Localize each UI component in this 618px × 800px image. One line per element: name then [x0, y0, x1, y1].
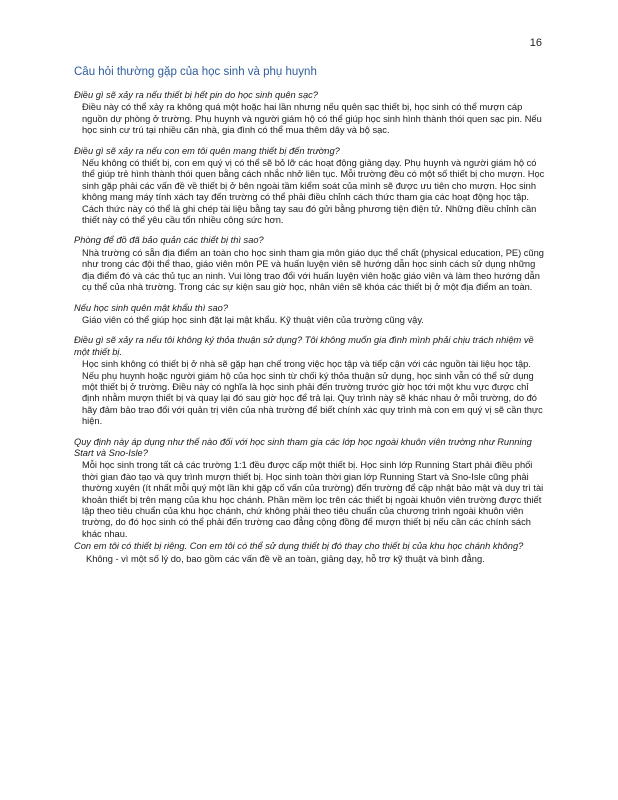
faq-question: Quy định này áp dụng như thế nào đối với học sinh tham gia các lớp học ngoài khuôn viên trường như Running Start và Sno-Isle?	[74, 436, 532, 458]
faq-item	[74, 303, 546, 327]
page-number: 16	[529, 37, 542, 49]
faq-item	[74, 437, 546, 541]
faq-answer: Mỗi học sinh trong tất cả các trường 1:1 đều được cấp một thiết bị. Học sinh lớp Running Start phải điều phối thời gian đào tạo và quy trình mượn thiết bị. Học sinh toàn thời gian lớp Running Start và Sno-Isle cũng phải thường xuyên (ít nhất mỗi quý một lần khi gặp cố vấn của trường) đến trường để cập nhật bảo mật và duy trì tài khoản thiết bị trên mạng của khu học chánh. Phần mềm lọc trên các thiết bị ngoài khuôn viên trường được thiết lập theo tiêu chuẩn của khu học chánh, chứ không phải theo tiêu chuẩn của chương trình ngoài khuôn viên trường, do đó học sinh có thể phải đến trường cao đẳng cộng đồng để mượn thiết bị nếu cần các chính sách khác nhau.	[82, 460, 544, 539]
faq-answer: Giáo viên có thể giúp học sinh đặt lại mật khẩu. Kỹ thuật viên của trường cũng vậy.	[82, 314, 424, 325]
page-content	[74, 66, 546, 574]
faq-answer: Không - vì một số lý do, bao gồm các vấn đề về an toàn, giảng dạy, hỗ trợ kỹ thuật và bình đẳng.	[86, 553, 485, 564]
faq-answer: Điều này có thể xảy ra không quá một hoặc hai lần nhưng nếu quên sạc thiết bị, học sinh có thể mượn cáp nguồn dự phòng ở trường. Phụ huynh và người giám hộ có thể giúp học sinh hình thành thói quen sạc pin. Nếu học sinh cư trú tại nhiều căn nhà, gia đình có thể mua thêm dây và bộ sạc.	[82, 102, 542, 136]
faq-question: Nếu học sinh quên mật khẩu thì sao?	[74, 302, 229, 313]
faq-item	[74, 235, 546, 293]
faq-question: Con em tôi có thiết bị riêng. Con em tôi có thể sử dụng thiết bị đó thay cho thiết bị của khu học chánh không?	[74, 541, 524, 552]
faq-item	[74, 146, 546, 227]
faq-item	[74, 541, 546, 565]
faq-question: Điều gì sẽ xảy ra nếu con em tôi quên mang thiết bị đến trường?	[74, 145, 340, 156]
faq-answer: Nếu không có thiết bị, con em quý vị có thể sẽ bỏ lỡ các hoạt động giảng dạy. Phụ huynh và người giám hộ có thể giúp trẻ hình thành thói quen bằng cách nhắc nhở liên tục. Mỗi trường đều có một số thiết bị cho mượn. Học sinh gặp phải các vấn đề về thiết bị ở bên ngoài tầm kiểm soát của mình sẽ được ưu tiên cho mượn. Học sinh không mang máy tính xách tay đến trường có thể phải điều chỉnh cách thức tham gia các hoạt động học tập. Cách thức này có thể là ghi chép tài liệu bằng tay sau đó gửi bằng phương tiện điện tử. Những điều chỉnh cần thiết này có thể yêu cầu tốn nhiều công sức hơn.	[82, 158, 545, 226]
faq-answer: Nhà trường có sẵn địa điểm an toàn cho học sinh tham gia môn giáo dục thể chất (physical education, PE) cũng như trong các đội thể thao, giáo viên môn PE và huấn luyện viên sẽ hướng dẫn học sinh cách sử dụng những địa điểm đó và các thủ tục an ninh. Vui lòng trao đổi với huấn luyện viên hoặc giáo viên và làm theo hướng dẫn cụ thể của nhà trường. Trong các sự kiện sau giờ học, nhân viên sẽ khóa các thiết bị ở một địa điểm an toàn.	[82, 247, 544, 293]
faq-answer: Học sinh không có thiết bị ở nhà sẽ gặp hạn chế trong việc học tập và tiếp cận với các nguồn tài liệu học tập. Nếu phụ huynh hoặc người giám hộ của học sinh từ chối ký thỏa thuận sử dụng, học sinh vẫn có thể sử dụng một thiết bị ở trường. Điều này có nghĩa là học sinh phải đến trường trước giờ học tới một khu vực được chỉ định nhằm mượn thiết bị và quay lại đó sau giờ học để trả lại. Quy trình này sẽ khác nhau ở mỗi trường, do đó hãy đảm bảo trao đổi với quản trị viên của nhà trường để biết chính xác quy trình mà con em quý vị sẽ cần thực hiện.	[82, 359, 543, 427]
faq-question: Điều gì sẽ xảy ra nếu tôi không ký thỏa thuận sử dụng? Tôi không muốn gia đình mình phải chịu trách nhiệm về một thiết bị.	[74, 335, 534, 357]
faq-item	[74, 90, 546, 137]
section-title: Câu hỏi thường gặp của học sinh và phụ huynh	[74, 66, 317, 78]
faq-item	[74, 335, 546, 427]
faq-question: Điều gì sẽ xảy ra nếu thiết bị hết pin do học sinh quên sạc?	[74, 90, 318, 100]
faq-question: Phòng để đồ đã bảo quản các thiết bị thì sao?	[74, 235, 264, 246]
